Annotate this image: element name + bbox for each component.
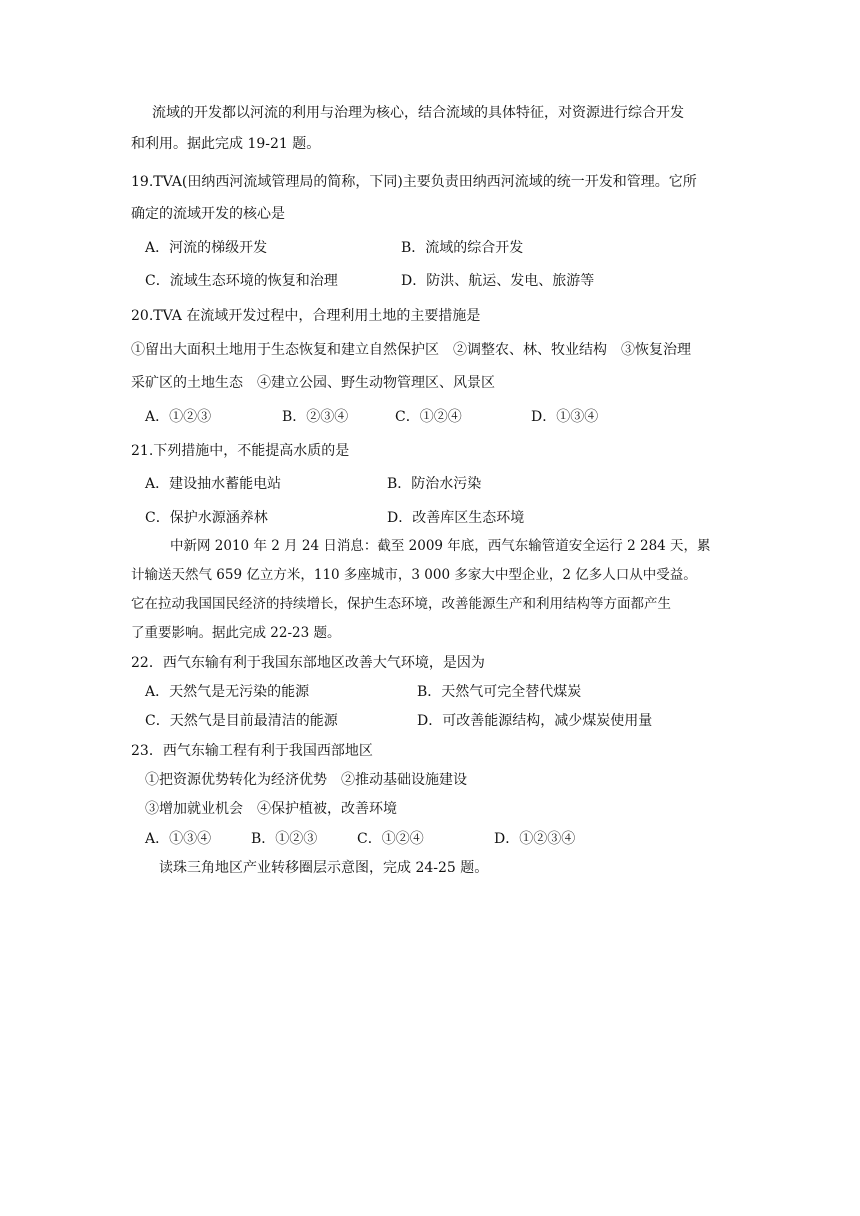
question-22-option-b: B．天然气可完全替代煤炭 [417,684,582,700]
question-23-option-b: B．①②③ [251,831,318,847]
question-20-option-c: C．①②④ [395,409,462,425]
question-21-option-d: D．改善库区生态环境 [387,510,525,526]
intro-passage-line-1: 流域的开发都以河流的利用与治理为核心，结合流域的具体特征，对资源进行综合开发 [152,105,684,121]
question-19-stem-line-1: 19.TVA(田纳西河流域管理局的简称，下同)主要负责田纳西河流域的统一开发和管理。它所 [131,174,697,190]
question-23-stem: 23．西气东输工程有利于我国西部地区 [131,743,373,759]
question-20-option-a: A．①②③ [145,409,212,425]
question-20-items-line-2: 采矿区的土地生态 ④建立公园、野生动物管理区、风景区 [131,375,495,391]
news-passage-line-2: 计输送天然气 659 亿立方米，110 多座城市，3 000 多家大中型企业，2 亿多人口从中受益。 [131,567,697,583]
news-passage-line-1: 中新网 2010 年 2 月 24 日消息：截至 2009 年底，西气东输管道安全运行 2 284 天，累 [170,538,711,554]
news-passage-line-4: 了重要影响。据此完成 22-23 题。 [131,625,341,641]
question-21-option-b: B．防治水污染 [387,476,482,492]
question-23-option-a: A．①③④ [145,831,212,847]
question-22-option-d: D．可改善能源结构，减少煤炭使用量 [417,713,653,729]
question-19-option-c: C．流域生态环境的恢复和治理 [145,273,338,289]
news-passage-line-3: 它在拉动我国国民经济的持续增长，保护生态环境，改善能源生产和利用结构等方面都产生 [131,596,671,612]
question-19-stem-line-2: 确定的流域开发的核心是 [131,206,285,222]
diagram-intro-line: 读珠三角地区产业转移圈层示意图，完成 24-25 题。 [159,860,489,876]
question-22-option-a: A．天然气是无污染的能源 [145,684,310,700]
question-19-option-d: D．防洪、航运、发电、旅游等 [401,273,595,289]
question-23-items-line-2: ③增加就业机会 ④保护植被，改善环境 [145,801,397,817]
question-22-stem: 22．西气东输有利于我国东部地区改善大气环境，是因为 [131,655,485,671]
question-21-stem: 21.下列措施中，不能提高水质的是 [131,443,350,459]
question-20-items-line-1: ①留出大面积土地用于生态恢复和建立自然保护区 ②调整农、林、牧业结构 ③恢复治理 [131,342,691,358]
question-20-option-d: D．①③④ [531,409,599,425]
question-23-option-c: C．①②④ [357,831,424,847]
question-19-option-b: B．流域的综合开发 [401,240,524,256]
question-21-option-a: A．建设抽水蓄能电站 [145,476,282,492]
question-19-option-a: A．河流的梯级开发 [145,240,268,256]
question-22-option-c: C．天然气是目前最清洁的能源 [145,713,338,729]
question-21-option-c: C．保护水源涵养林 [145,510,268,526]
question-23-items-line-1: ①把资源优势转化为经济优势 ②推动基础设施建设 [145,772,467,788]
question-20-stem: 20.TVA 在流域开发过程中，合理利用土地的主要措施是 [131,308,481,324]
question-23-option-d: D．①②③④ [494,831,576,847]
intro-passage-line-2: 和利用。据此完成 19-21 题。 [131,136,321,152]
question-20-option-b: B．②③④ [282,409,349,425]
